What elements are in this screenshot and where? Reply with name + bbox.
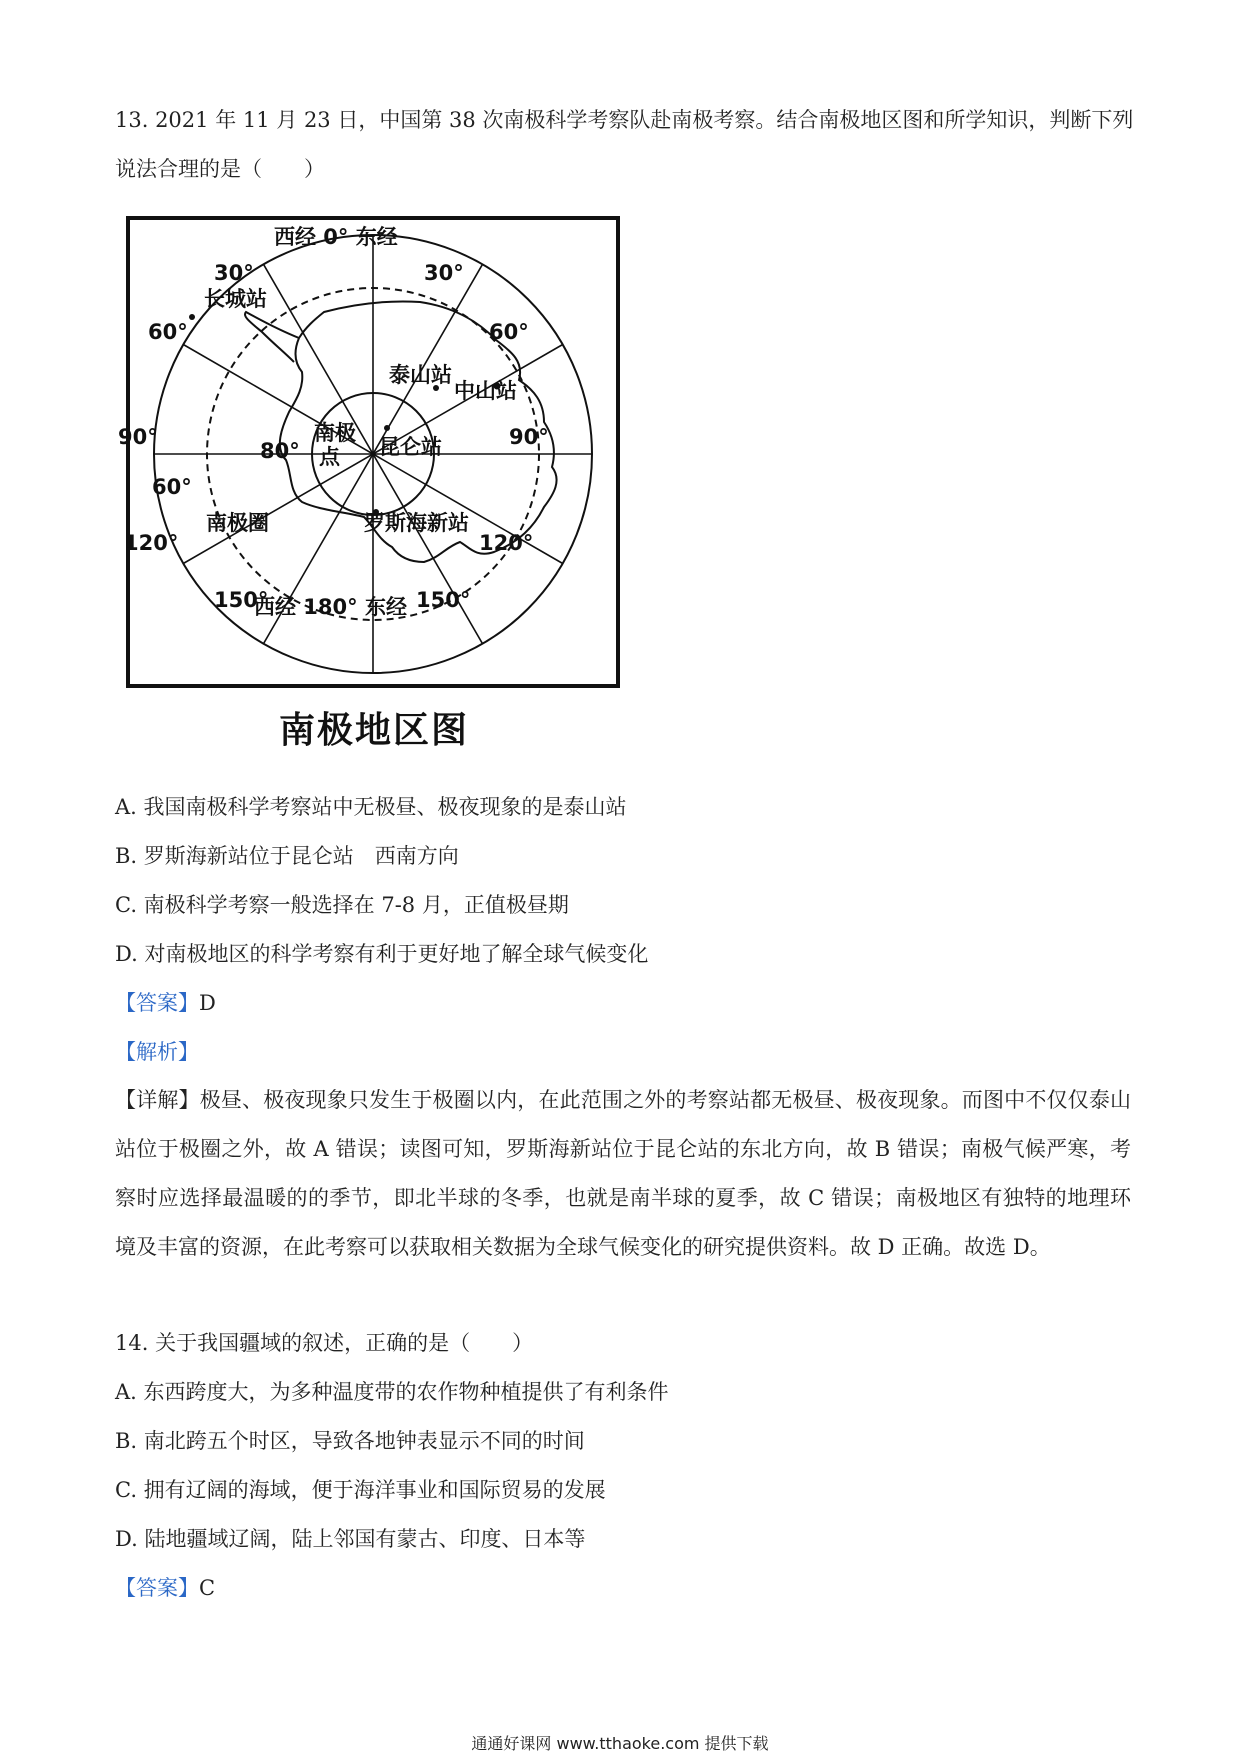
kunlun-station-marker <box>384 425 390 431</box>
antarctic-map-figure <box>118 212 624 772</box>
label-lat-80: 80° <box>260 439 300 463</box>
map-top-label: 西经 0° 东经 <box>274 225 398 249</box>
label-90-left: 90° <box>118 425 158 449</box>
q13-stem-line2: 说法合理的是（ ） <box>115 157 325 181</box>
detail-tag: 【详解】 <box>115 1088 200 1112</box>
answer-value: D <box>199 991 216 1015</box>
station-changcheng-label: 长城站 <box>204 287 267 311</box>
q13-option-a: A. 我国南极科学考察站中无极昼、极夜现象的是泰山站 <box>115 795 627 819</box>
page-footer: 通通好课网 www.tthaoke.com 提供下载 <box>471 1734 769 1753</box>
q13-option-b: B. 罗斯海新站位于昆仑站 西南方向 <box>115 844 459 868</box>
station-kunlun-label: 昆仑站 <box>379 435 442 459</box>
q13-answer <box>115 989 216 1017</box>
station-taishan-label: 泰山站 <box>389 363 452 387</box>
answer-value: C <box>199 1576 216 1600</box>
q14-answer <box>115 1574 215 1602</box>
antarctic-circle-label: 南极圈 <box>206 511 269 535</box>
changcheng-station-marker <box>189 314 195 320</box>
map-caption: 南极地区图 <box>278 710 469 751</box>
q13-detail <box>115 1076 1131 1272</box>
detail-text: 极昼、极夜现象只发生于极圈以内，在此范围之外的考察站都无极昼、极夜现象。而图中不仅仅泰山站位于极圈之外，故 A 错误；读图可知，罗斯海新站位于昆仑站的东北方向，故 B 错误；南极气候严寒，考察时应选择最温暖的的季节，即北半球的冬季，也就是南半球的夏季，故 C 错误；南极地区有独特的地理环境及丰富的资源，在此考察可以获取相关数据为全球气候变化的研究提供资料。故 D 正确。故选 D。 <box>115 1088 1132 1259</box>
label-30-right: 30° <box>424 261 464 285</box>
label-120-right: 120° <box>479 531 534 555</box>
antarctic-peninsula <box>245 312 299 362</box>
label-lat-60: 60° <box>152 475 192 499</box>
answer-tag: 【答案】 <box>115 991 199 1015</box>
answer-tag: 【答案】 <box>115 1576 199 1600</box>
map-bottom-label: 西经 180° 东经 <box>254 595 407 619</box>
analysis-tag: 【解析】 <box>115 1040 199 1064</box>
antarctic-map <box>118 212 624 692</box>
label-60-left: 60° <box>148 320 188 344</box>
q13-option-c: C. 南极科学考察一般选择在 7-8 月，正值极昼期 <box>115 893 569 917</box>
q14-option-c: C. 拥有辽阔的海域，便于海洋事业和国际贸易的发展 <box>115 1478 606 1502</box>
label-150-right: 150° <box>416 588 471 612</box>
station-luosihai-label: 罗斯海新站 <box>364 511 469 535</box>
q14-option-d: D. 陆地疆域辽阔，陆上邻国有蒙古、印度、日本等 <box>115 1527 586 1551</box>
label-60-right: 60° <box>489 320 529 344</box>
q14-option-a: A. 东西跨度大，为多种温度带的农作物种植提供了有利条件 <box>115 1380 669 1404</box>
q13-analysis-heading <box>115 1038 199 1066</box>
south-pole-label-2: 点 <box>319 445 340 469</box>
q14-option-b: B. 南北跨五个时区，导致各地钟表显示不同的时间 <box>115 1429 585 1453</box>
south-pole-label-1: 南极 <box>314 421 356 445</box>
label-90-right: 90° <box>509 425 549 449</box>
label-150-left: 150° <box>214 588 269 612</box>
q13-stem-line1: 13. 2021 年 11 月 23 日，中国第 38 次南极科学考察队赴南极考察。结合南极地区图和所学知识，判断下列 <box>115 108 1134 132</box>
station-zhongshan-label: 中山站 <box>454 379 517 403</box>
label-120-left: 120° <box>124 531 179 555</box>
q13-option-d: D. 对南极地区的科学考察有利于更好地了解全球气候变化 <box>115 942 649 966</box>
label-30-left: 30° <box>214 261 254 285</box>
q14-stem: 14. 关于我国疆域的叙述，正确的是（ ） <box>115 1331 534 1355</box>
